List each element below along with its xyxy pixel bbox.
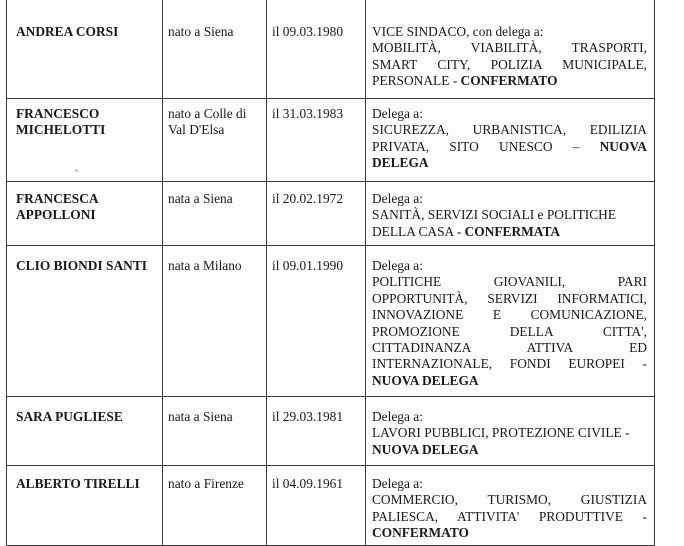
delega-line bbox=[372, 40, 647, 56]
birthplace-line: nato a Colle di bbox=[168, 106, 247, 121]
delega-line bbox=[372, 324, 647, 340]
delega-segment: CITTADINANZA bbox=[372, 340, 471, 356]
member-name-line: ANDREA CORSI bbox=[16, 24, 119, 39]
delega-segment: – bbox=[572, 138, 580, 154]
delega-line bbox=[372, 73, 647, 89]
delega-segment: UNESCO bbox=[498, 138, 553, 154]
delega-segment: Delega a: bbox=[372, 191, 423, 206]
delega-segment: SERVIZI bbox=[487, 290, 538, 306]
delega-segment: - bbox=[642, 508, 647, 524]
delega-segment: INTERNAZIONALE, bbox=[372, 356, 493, 372]
birthplace-line: nata a Milano bbox=[168, 258, 242, 273]
delega-segment: E bbox=[492, 307, 501, 323]
delega-segment: PALIESCA, bbox=[372, 508, 439, 524]
delega-segment: COMMERCIO, bbox=[372, 492, 458, 508]
delega-line bbox=[372, 155, 647, 171]
delega-segment: GIUSTIZIA bbox=[580, 492, 647, 508]
delega-line bbox=[372, 340, 647, 356]
delega-line bbox=[372, 373, 647, 389]
delega-line bbox=[372, 425, 647, 441]
delega-status: CONFERMATA bbox=[464, 223, 561, 239]
delega-status: NUOVA DELEGA bbox=[372, 441, 479, 457]
delega-line bbox=[372, 191, 647, 207]
member-name bbox=[16, 476, 158, 492]
delega-status: CONFERMATO bbox=[372, 525, 469, 541]
delega-line bbox=[372, 24, 647, 40]
birthplace bbox=[168, 191, 263, 207]
member-name bbox=[16, 409, 158, 425]
delega-segment: Delega a: bbox=[372, 409, 423, 424]
delega-segment: EUROPEI bbox=[568, 356, 625, 372]
delega-line bbox=[372, 106, 647, 122]
birthplace bbox=[168, 409, 263, 425]
birth-date: il 29.03.1981 bbox=[272, 409, 344, 424]
delega-text bbox=[372, 476, 647, 542]
delega-segment: EDILIZIA bbox=[589, 122, 647, 138]
delega-segment: PROMOZIONE bbox=[372, 323, 460, 339]
delega-segment: VICE SINDACO, con delega a: bbox=[372, 24, 544, 39]
member-name-line: CLIO BIONDI SANTI bbox=[16, 258, 147, 273]
birthplace-line: nata a Siena bbox=[168, 409, 233, 424]
delega-line bbox=[372, 224, 647, 240]
delega-segment: CITTA', bbox=[602, 323, 647, 339]
birth-date: il 09.01.1990 bbox=[272, 258, 344, 273]
birthplace-line: nato a Siena bbox=[168, 24, 234, 39]
delega-segment: MOBILITÀ, bbox=[372, 40, 441, 56]
delega-segment: COMUNICAZIONE, bbox=[530, 307, 647, 323]
delega-segment: SANITÀ, SERVIZI SOCIALI e POLITICHE bbox=[372, 207, 617, 223]
delega-line bbox=[372, 509, 647, 525]
birth-date: il 20.02.1972 bbox=[272, 191, 344, 206]
birth-date: il 31.03.1983 bbox=[272, 106, 344, 121]
delega-text bbox=[372, 24, 647, 90]
birthplace-line: nata a Siena bbox=[168, 191, 233, 206]
delega-segment: PRIVATA, bbox=[372, 138, 430, 154]
delega-segment: TRASPORTI, bbox=[571, 40, 647, 56]
delega-line bbox=[372, 409, 647, 425]
delega-segment: INNOVAZIONE bbox=[372, 307, 464, 323]
delega-line bbox=[372, 307, 647, 323]
delega-segment: PERSONALE - bbox=[372, 73, 461, 89]
birthplace bbox=[168, 24, 263, 40]
member-name bbox=[16, 24, 158, 40]
delega-segment: SITO bbox=[449, 138, 479, 154]
delega-line bbox=[372, 291, 647, 307]
member-name bbox=[16, 191, 158, 224]
delega-line bbox=[372, 442, 647, 458]
delega-segment: CITY, bbox=[437, 56, 471, 72]
delega-text bbox=[372, 106, 647, 172]
delega-segment: SMART bbox=[372, 56, 418, 72]
delega-segment: DELLA bbox=[509, 323, 553, 339]
delega-segment: INFORMATICI, bbox=[557, 290, 647, 306]
delega-segment: URBANISTICA, bbox=[472, 122, 567, 138]
delega-line bbox=[372, 258, 647, 274]
delega-segment: TURISMO, bbox=[487, 492, 552, 508]
delega-line bbox=[372, 492, 647, 508]
delega-segment: ATTIVA bbox=[526, 340, 573, 356]
delega-segment: ED bbox=[629, 340, 647, 356]
delega-segment: VIABILITÀ, bbox=[470, 40, 542, 56]
delega-segment: MUNICIPALE, bbox=[562, 56, 647, 72]
birthplace-line: Val D'Elsa bbox=[168, 122, 225, 138]
delega-segment: ATTIVITA' bbox=[456, 508, 520, 524]
birthplace bbox=[168, 476, 263, 492]
delega-text bbox=[372, 191, 647, 240]
member-name bbox=[16, 258, 158, 274]
delega-line bbox=[372, 476, 647, 492]
birth-date: il 09.03.1980 bbox=[272, 24, 344, 39]
delega-line bbox=[372, 139, 647, 155]
member-name-line: FRANCESCO bbox=[16, 106, 100, 121]
delega-line bbox=[372, 274, 647, 290]
delega-segment: GIOVANILI, bbox=[493, 274, 566, 290]
delega-segment: - bbox=[642, 356, 647, 372]
delega-line bbox=[372, 122, 647, 138]
stray-mark bbox=[75, 169, 78, 172]
delega-status: DELEGA bbox=[372, 155, 429, 171]
member-name-line: SARA PUGLIESE bbox=[16, 409, 123, 424]
delega-segment: LAVORI PUBBLICI, PROTEZIONE CIVILE - bbox=[372, 425, 630, 441]
delega-line bbox=[372, 207, 647, 223]
delega-status: NUOVA DELEGA bbox=[372, 372, 479, 388]
delega-segment: POLITICHE bbox=[372, 274, 442, 290]
member-name bbox=[16, 106, 158, 139]
member-name-line: APPOLLONI bbox=[16, 207, 96, 223]
delega-segment: OPPORTUNITÀ, bbox=[372, 290, 468, 306]
birth-date: il 04.09.1961 bbox=[272, 476, 344, 491]
delega-segment: Delega a: bbox=[372, 106, 423, 121]
delega-text bbox=[372, 409, 647, 458]
birthplace-line: nato a Firenze bbox=[168, 476, 244, 491]
delega-segment: SICUREZZA, bbox=[372, 122, 449, 138]
delega-status: NUOVA bbox=[599, 138, 647, 154]
delega-line bbox=[372, 525, 647, 541]
member-name-line: ALBERTO TIRELLI bbox=[16, 476, 140, 491]
delega-line bbox=[372, 57, 647, 73]
delega-segment: FONDI bbox=[509, 356, 551, 372]
delega-segment: DELLA CASA - bbox=[372, 223, 465, 239]
member-name-line: MICHELOTTI bbox=[16, 122, 106, 138]
delega-segment: PARI bbox=[617, 274, 647, 290]
birthplace bbox=[168, 106, 263, 139]
delega-line bbox=[372, 356, 647, 372]
delega-segment: PRODUTTIVE bbox=[538, 508, 623, 524]
delega-text bbox=[372, 258, 647, 389]
delega-segment: Delega a: bbox=[372, 258, 423, 273]
birthplace bbox=[168, 258, 263, 274]
member-name-line: FRANCESCA bbox=[16, 191, 99, 206]
delega-status: CONFERMATO bbox=[460, 73, 558, 89]
delega-segment: POLIZIA bbox=[490, 56, 542, 72]
delega-segment: Delega a: bbox=[372, 476, 423, 491]
